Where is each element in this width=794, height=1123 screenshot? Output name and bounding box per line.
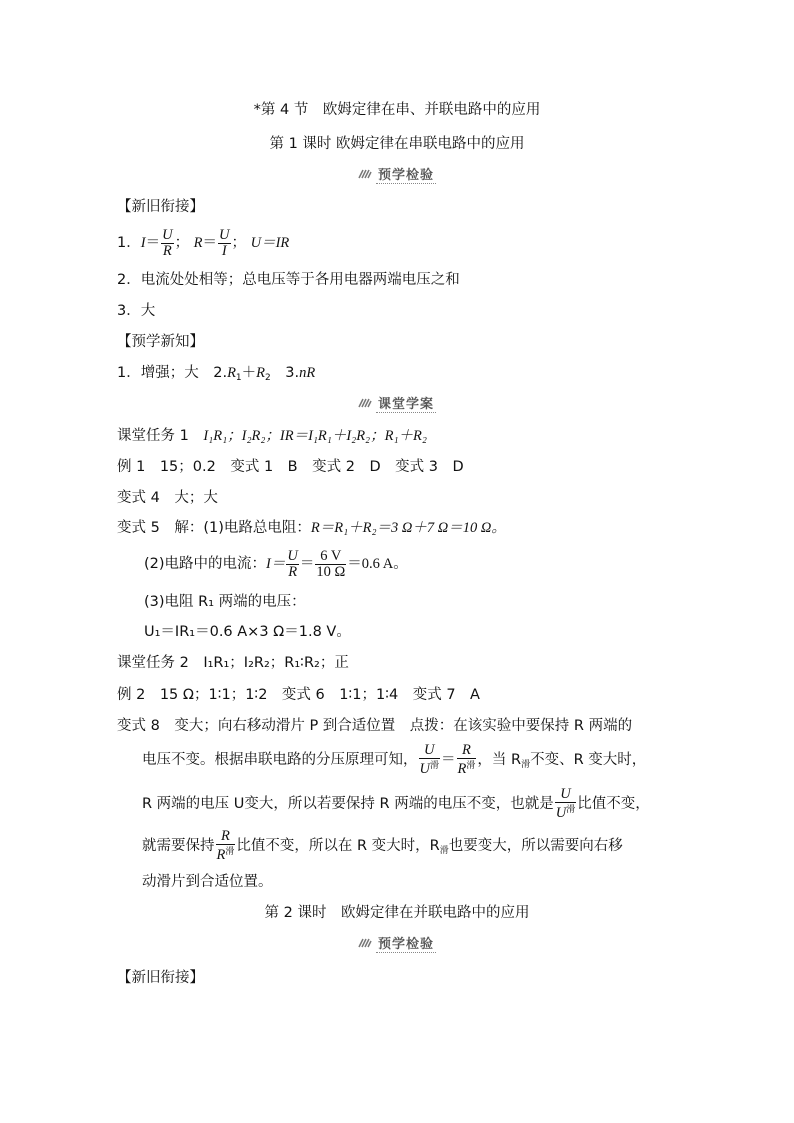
example2-line: 例 2 15 Ω；1∶1；1∶2 变式 6 1∶1；1∶4 变式 7 A — [117, 687, 480, 703]
banner-preview-2 — [337, 934, 457, 952]
v8-l4b: 比值不变，所以在 R 变大时，R — [236, 838, 440, 854]
banner-classroom-text: 课堂学案 — [376, 393, 436, 413]
banner-preview — [337, 165, 457, 183]
v5-lead: 变式 5 解：(1)电路总电阻： — [117, 520, 311, 536]
preview-R2: R — [256, 365, 266, 381]
v8-l2-slide: 滑 — [521, 760, 531, 770]
preview-sub2: 2 — [265, 373, 271, 383]
v8-l2a: 电压不变。根据串联电路的分压原理可知， — [142, 752, 418, 768]
q1-eq1: ＝ — [145, 235, 161, 251]
v8-frac1-den-U: U — [419, 761, 430, 777]
stripes-icon — [358, 169, 372, 179]
task1-line — [117, 426, 427, 446]
v8-l2c: 不变、R 变大时， — [530, 752, 647, 768]
v8-frac4-num: R — [221, 828, 230, 844]
v8-frac3-den-sub: 滑 — [566, 805, 576, 815]
variant4-line: 变式 4 大；大 — [117, 490, 218, 506]
preview-nR: nR — [299, 365, 316, 381]
q3-line: 3．大 — [117, 303, 156, 319]
q1-num: 1． — [117, 235, 141, 251]
q1-I: I — [140, 235, 146, 251]
variant8-line2: 电压不变。根据串联电路的分压原理可知， $\frac{U}{U^滑}$ ＝ $\frac{R}{R^滑}$ ，当 $R_滑$不变、R 变大时， — [142, 742, 647, 777]
v8-frac3-den-U: U — [555, 805, 567, 821]
q1-sep1: ； — [174, 235, 190, 251]
preview-plus: ＋ — [241, 365, 257, 381]
q1-frac2-num: U — [219, 226, 230, 243]
variant5-line — [117, 518, 506, 538]
fraction-U-over-Uslide-2 — [555, 787, 577, 821]
fraction-U-over-Uslide — [419, 743, 441, 777]
section-title — [0, 100, 794, 120]
header-new-old: 【新旧衔接】 — [117, 199, 204, 215]
variant8-line4 — [142, 826, 623, 871]
v8-frac3-num: U — [560, 786, 571, 802]
v5-p2-lead: (2)电路中的电流： — [144, 556, 267, 572]
preview-answers — [117, 363, 315, 388]
q1-frac1-den: R — [162, 242, 172, 259]
v8-frac4-den-R: R — [216, 847, 226, 863]
stripes-icon — [358, 398, 372, 408]
title-main: 第 4 节 欧姆定律在串、并联电路中的应用 — [260, 102, 541, 118]
q1-sep2: ； — [231, 235, 247, 251]
v8-l4-slide: 滑 — [439, 846, 449, 856]
q1-R: R — [193, 235, 203, 251]
variant8-line5: 动滑片到合适位置。 — [142, 874, 273, 890]
v8-l4c: 也要变大，所以需要向右移 — [448, 838, 623, 854]
example1-line: 例 1 15；0.2 变式 1 B 变式 2 D 变式 3 D — [117, 459, 464, 475]
v5-frac1-den: R — [288, 563, 298, 580]
preview-lead: 1．增强；大 2. — [117, 365, 228, 381]
v5-I-eq: I＝ — [266, 556, 286, 572]
v5-current-line: (2)电路中的电流：I＝ $\frac{U}{R}$ ＝ $\frac{6 V}{10 \Omega}$ ＝0.6 A。 — [144, 547, 408, 580]
v8-frac2-den-R: R — [457, 761, 467, 777]
banner-preview-2-text: 预学检验 — [376, 933, 436, 953]
v5-result: ＝0.6 A。 — [347, 556, 408, 572]
fraction-R-over-Rslide — [457, 743, 477, 777]
lesson2-title: 第 2 课时 欧姆定律在并联电路中的应用 — [264, 905, 530, 921]
fraction-U-over-R-v5 — [286, 549, 298, 580]
task2-line: 课堂任务 2 I₁R₁；I₂R₂；R₁∶R₂；正 — [117, 655, 349, 671]
header-preview-new: 【预学新知】 — [117, 334, 204, 350]
v8-l2b: ，当 R — [477, 752, 522, 768]
fraction-6V-over-10ohm — [315, 549, 346, 580]
banner-preview-text: 预学检验 — [376, 164, 436, 184]
fraction-U-over-R — [161, 228, 173, 259]
task1-lead: 课堂任务 1 — [117, 428, 204, 444]
preview-tail: 3. — [270, 365, 300, 381]
q1-ohm-law: U＝IR — [250, 235, 290, 251]
banner-classroom — [337, 394, 457, 412]
v5-eq1: R＝R₁＋R₂＝3 Ω＋7 Ω＝10 Ω。 — [310, 520, 506, 536]
header-new-old-2: 【新旧衔接】 — [117, 970, 204, 986]
v5-p3-line: (3)电阻 R₁ 两端的电压： — [144, 594, 306, 610]
v8-l4a: 就需要保持 — [142, 838, 215, 854]
q1-frac2-den: I — [218, 243, 230, 259]
v5-frac2-den: 10 Ω — [316, 563, 346, 580]
v8-frac2-den-sub: 滑 — [466, 761, 476, 771]
variant8-line3 — [142, 784, 650, 824]
stripes-icon — [358, 938, 372, 948]
v5-frac1-num: U — [287, 547, 298, 564]
v8-l3b: 比值不变， — [577, 796, 650, 812]
q1-eq2: ＝ — [202, 235, 218, 251]
lesson1-title: 第 1 课时 欧姆定律在串联电路中的应用 — [269, 136, 525, 152]
q1-line — [117, 226, 289, 260]
preview-sub1: 1 — [235, 373, 242, 383]
v8-frac1-den-sub: 滑 — [429, 761, 439, 771]
v8-frac1-num: U — [424, 742, 435, 758]
v5-p4-line: U₁＝IR₁＝0.6 A×3 Ω＝1.8 V。 — [144, 624, 351, 640]
title-star: * — [253, 102, 261, 118]
q2-line: 2．电流处处相等；总电压等于各用电器两端电压之和 — [117, 272, 460, 288]
preview-R1: R — [227, 365, 236, 381]
fraction-U-over-I — [218, 228, 230, 259]
variant8-line1: 变式 8 变大；向右移动滑片 P 到合适位置 点拨：在该实验中要保持 R 两端的 — [117, 718, 633, 734]
task1-text: I₁R₁；I₂R₂；IR＝I₁R₁＋I₂R₂；R₁＋R₂ — [203, 428, 427, 444]
q1-frac1-num: U — [162, 226, 173, 243]
v8-frac4-den-sub: 滑 — [225, 847, 235, 857]
v5-frac2-num: 6 V — [320, 547, 342, 564]
v8-frac2-num: R — [462, 742, 471, 758]
v8-l3a: R 两端的电压 U变大，所以若要保持 R 两端的电压不变，也就是 — [142, 796, 554, 812]
fraction-R-over-Rslide-2 — [216, 829, 236, 863]
